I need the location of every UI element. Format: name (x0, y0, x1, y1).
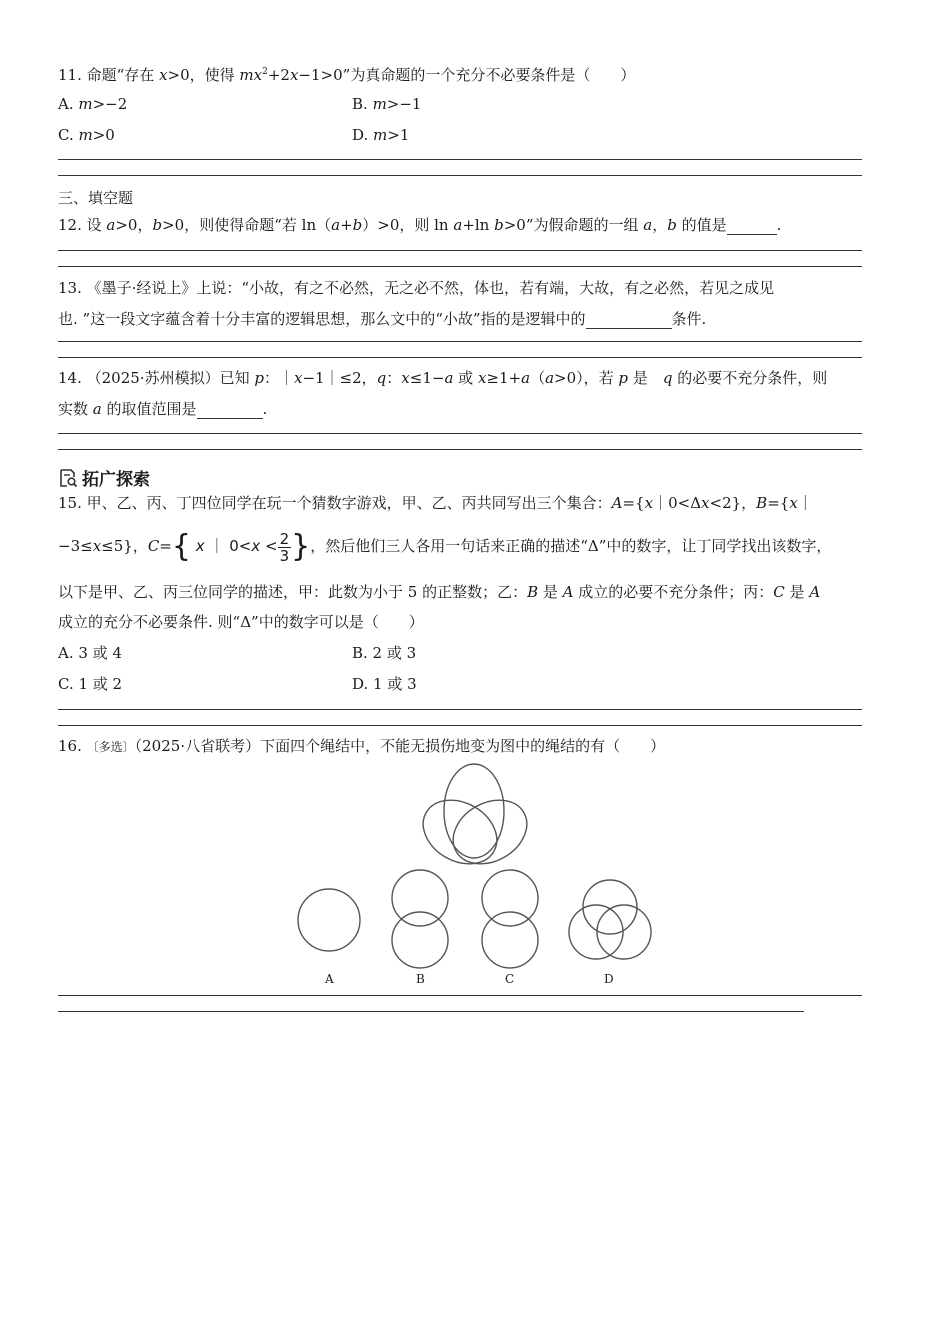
q15-line-1: 15. 甲、乙、丙、丁四位同学在玩一个猜数字游戏，甲、乙、丙共同写出三个集合：A={x｜0<Δx<2}，B={x｜ (58, 494, 813, 512)
q15-line-2: −3≤x≤5}，C={ x ｜ 0<x < $\frac{2}{3}$ }，然后他们三人各用一句话来正确的描述“Δ”中的数字，让丁同学找出该数字， (58, 529, 832, 565)
section-title-fill-in: 三、填空题 (58, 189, 134, 207)
answer-line[interactable] (58, 357, 862, 358)
q12-answer-blank[interactable] (727, 218, 777, 235)
knot-option-b[interactable] (392, 870, 448, 968)
q15-option-c[interactable]: C. 1 或 2 (58, 675, 123, 693)
knot-option-a[interactable] (298, 889, 360, 951)
multi-select-tag: 〔多选〕 (86, 740, 135, 754)
figure-label-d: D (604, 972, 614, 986)
trefoil-knot (412, 764, 539, 877)
answer-line[interactable] (58, 341, 862, 342)
answer-line[interactable] (58, 175, 862, 176)
search-document-icon (58, 468, 78, 488)
q13-line-1: 13. 《墨子·经说上》上说：“小故，有之不必然，无之必不然，体也，若有端，大故，有之必然，若见之成见 (58, 279, 775, 297)
answer-line[interactable] (58, 1011, 804, 1012)
figure-label-b: B (416, 972, 425, 986)
knot-option-d[interactable] (569, 880, 651, 959)
answer-line[interactable] (58, 159, 862, 160)
q16-stem: 16. 〔多选〕（2025·八省联考）下面四个绳结中，不能无损伤地变为图中的绳结的有（ ） (58, 737, 666, 755)
q11-stem: 11. 命题“存在 x>0，使得 $mx^2+2x-1>0$”为真命题的一个充分不必要条件是（ ） (58, 66, 636, 84)
q11-option-c[interactable]: C. m>0 (58, 126, 115, 144)
q15-option-d[interactable]: D. 1 或 3 (352, 675, 417, 693)
answer-line[interactable] (58, 449, 862, 450)
knot-figure (280, 762, 680, 994)
q11-option-d[interactable]: D. m>1 (352, 126, 410, 144)
figure-label-a: A (325, 972, 334, 986)
q14-line-2: 实数 a 的取值范围是 . (58, 400, 268, 418)
q15-line-3: 以下是甲、乙、丙三位同学的描述，甲：此数为小于 5 的正整数；乙：B 是 A 成立的必要不充分条件；丙：C 是 A (58, 583, 821, 601)
q15-line-4: 成立的充分不必要条件. 则“Δ”中的数字可以是（ ） (58, 613, 424, 631)
q15-option-b[interactable]: B. 2 或 3 (352, 644, 417, 662)
answer-line[interactable] (58, 725, 862, 726)
answer-line[interactable] (58, 433, 862, 434)
q13-answer-blank[interactable] (586, 312, 672, 329)
answer-line[interactable] (58, 709, 862, 710)
section-title-explore: 拓广探索 (58, 465, 150, 490)
answer-line[interactable] (58, 250, 862, 251)
answer-line[interactable] (58, 995, 862, 996)
answer-line[interactable] (58, 266, 862, 267)
q14-line-1: 14. （2025·苏州模拟）已知 p：｜x−1｜≤2，q：x≤1−a 或 x≥1+a（a>0），若 p 是 q 的必要不充分条件，则 (58, 369, 828, 387)
set-brace-right: } (291, 529, 311, 564)
q15-option-a[interactable]: A. 3 或 4 (58, 644, 122, 662)
set-brace-left: { (171, 529, 191, 564)
q12-stem: 12. 设 a>0，b>0，则使得命题“若 ln（a+b）>0，则 ln a+ln b>0”为假命题的一组 a，b 的值是 . (58, 216, 782, 234)
fraction-two-thirds: $\frac{2}{3}$ (279, 529, 290, 565)
q11-option-b[interactable]: B. m>−1 (352, 95, 422, 113)
knot-option-c[interactable] (482, 870, 538, 968)
q11-option-a[interactable]: A. m>−2 (58, 95, 128, 113)
q13-line-2: 也. ”这一段文字蕴含着十分丰富的逻辑思想，那么文中的“小故”指的是逻辑中的 条件. (58, 310, 707, 328)
q14-answer-blank[interactable] (197, 402, 263, 419)
figure-label-c: C (505, 972, 515, 986)
